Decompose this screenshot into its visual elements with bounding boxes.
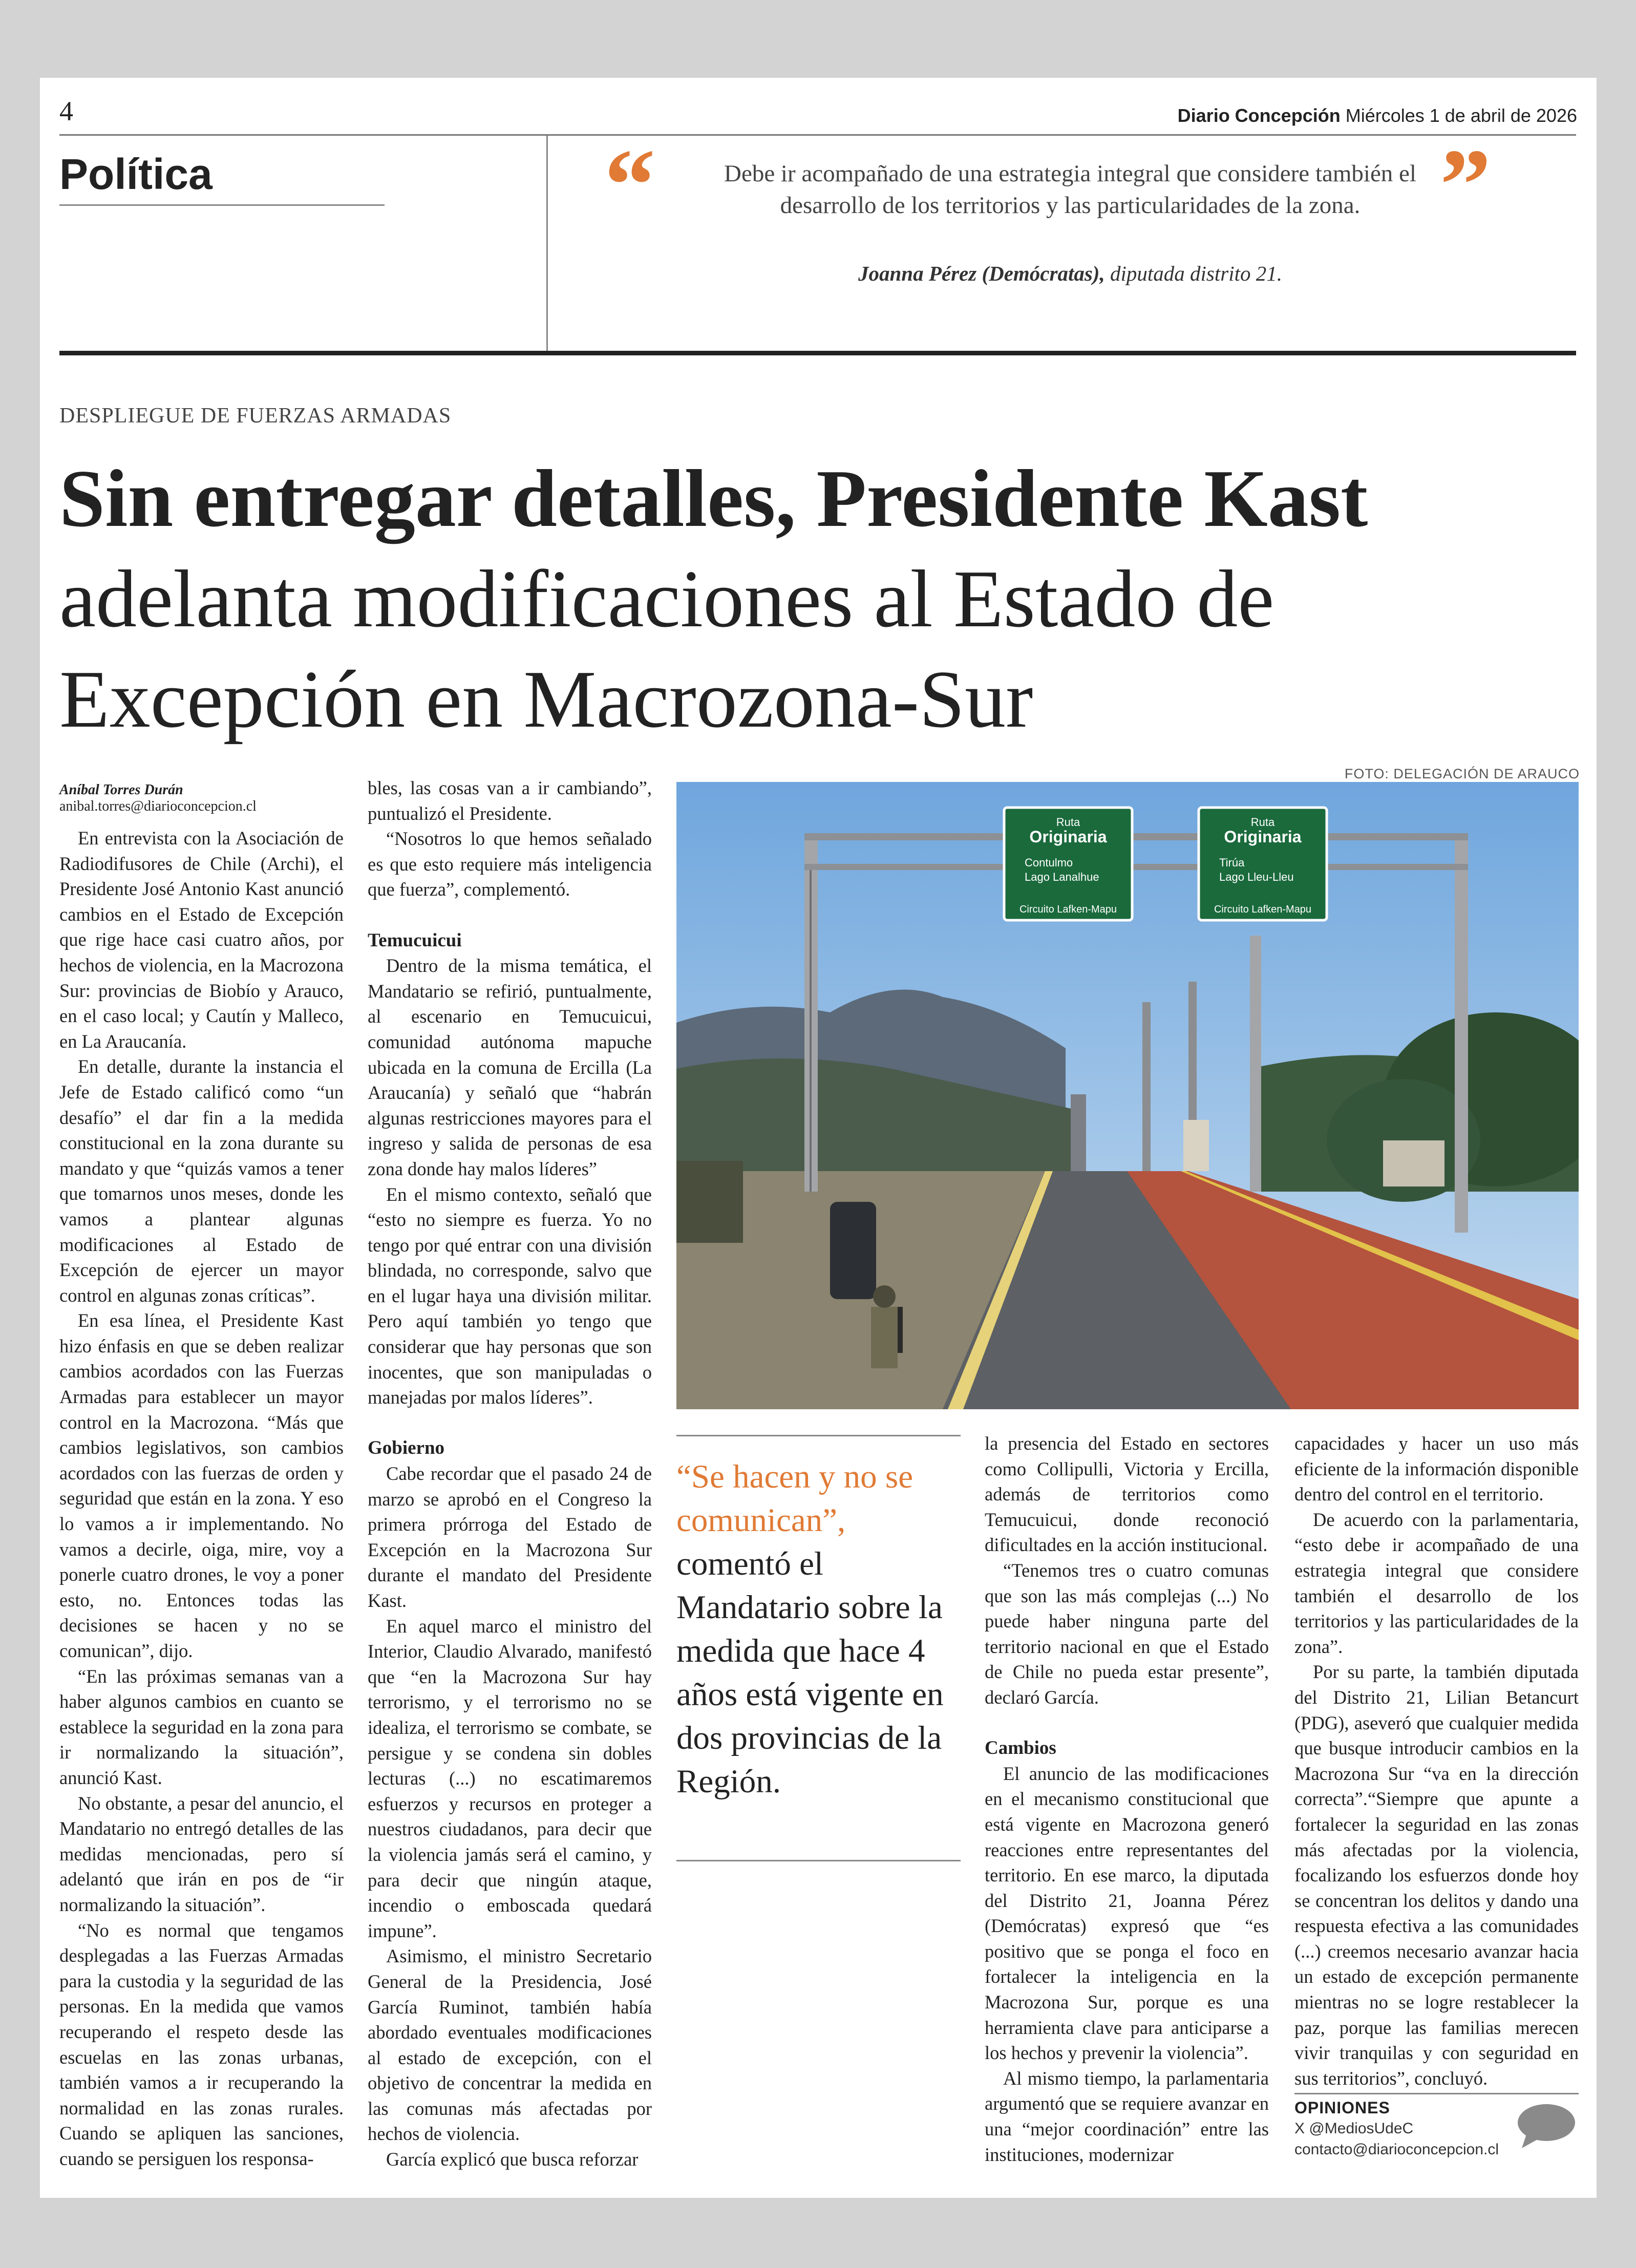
header-divider: [546, 136, 548, 351]
paragraph: Dentro de la misma temática, el Mandatario se refirió, puntualmente, al escenario en Temucuicui, comunidad autónoma mapuche ubicada en la comuna de Ercilla (La Araucanía) y señaló que “habrán algunas restricciones mayores para el ingreso y salida de personas de esa zona donde hay malos líderes”: [368, 955, 652, 1179]
sign-right-footer: Circuito Lafken-Mapu: [1214, 904, 1312, 915]
sign-left-title2: Originaria: [1029, 828, 1107, 846]
pull-quote-rule-top: [676, 1435, 961, 1436]
road-sign-right: [1199, 808, 1327, 920]
paragraph: En esa línea, el Presidente Kast hizo énfasis en que se deben realizar cambios acordados con las Fuerzas Armadas para establecer un mayor control en la Macrozona. “Más que cambios legislativos, son cambios acordados con las fuerzas de orden y seguridad que están en la zona. Y eso lo vamos a ir implementando. No vamos a decirle, oiga, mire, voy a ponerle cuatro drones, le voy a poner esto, no. Entonces todas las decisiones se hacen y no se comunican”, dijo.: [59, 1310, 344, 1661]
paragraph: En detalle, durante la instancia el Jefe de Estado calificó como “un desafío” el dar fin a la medida constitucional en la zona durante su mandato y que “quizás vamos a tener que tomarnos unos meses, donde les vamos a plantear algunas modificaciones al Estado de Excepción de ejercer un mayor control en algunas zonas críticas”.: [59, 1056, 344, 1306]
header-quote: Debe ir acompañado de una estrategia integral que considere también el desarrollo de los territorios y las particularidades de la zona.: [724, 160, 1416, 219]
paragraph: “No es normal que tengamos desplegadas a las Fuerzas Armadas para la custodia y la seguridad de las personas. En la medida que vamos recuperando el respeto desde las escuelas en las zonas urbanas, también vamos a ir recuperando la normalidad en las zonas rurales. Cuando se apliquen las sanciones, cuando se persiguen los responsa-: [59, 1919, 344, 2169]
column-4: [985, 1431, 1269, 2167]
byline: [59, 782, 257, 815]
paragraph: “Nosotros lo que hemos señalado es que esto requiere más inteligencia que fuerza”, complementó.: [368, 828, 652, 900]
opinions-rule: [1294, 2093, 1579, 2094]
page-number: 4: [59, 96, 73, 126]
sign-left-footer: Circuito Lafken-Mapu: [1019, 904, 1117, 915]
header-heavy-rule: [59, 351, 1576, 355]
sign-left-line2: Lago Lanalhue: [1025, 871, 1099, 883]
author-email: anibal.torres@diarioconcepcion.cl: [59, 798, 257, 814]
quote-attribution: [709, 261, 1431, 286]
column-2: [368, 775, 652, 2172]
paragraph: bles, las cosas van a ir cambiando”, puntualizó el Presidente.: [368, 777, 652, 824]
sign-right-title1: Ruta: [1250, 816, 1275, 829]
pull-quote-text: comentó el Mandatario sobre la medida que hace 4 años está vigente en dos provincias de la Región.: [676, 1545, 944, 1800]
chat-bubble-icon: [1516, 2102, 1577, 2152]
paragraph: El anuncio de las modificaciones en el mecanismo constitucional que está vigente en Macrozona generó reacciones entre representantes del territorio. En ese marco, la diputada del Distrito 21, Joanna Pérez (Demócratas) expresó que “es positivo que se ponga el foco en fortalecer la inteligencia en la Macrozona Sur, porque es una herramienta clave para anticiparse a los hechos y prevenir la violencia”.: [985, 1763, 1269, 2064]
subheading-cambios: Cambios: [985, 1737, 1056, 1759]
pull-quote-highlight: “Se hacen y no se comunican”,: [676, 1458, 913, 1539]
article-headline: [59, 448, 1585, 749]
section-title: Política: [59, 150, 213, 198]
quote-author: Joanna Pérez (Demócratas),: [858, 262, 1105, 285]
paragraph: García explicó que busca reforzar: [386, 2149, 639, 2170]
column-5: [1294, 1431, 1579, 2091]
column-1: [59, 825, 344, 2171]
paragraph: No obstante, a pesar del anuncio, el Mandatario no entregó detalles de las medidas mencionadas, pero sí adelantó que irán en pos de “ir normalizando la situación”.: [59, 1792, 344, 1915]
article-kicker: DESPLIEGUE DE FUERZAS ARMADAS: [59, 404, 452, 428]
pull-quote: [676, 1455, 961, 1804]
close-quote-icon: ”: [1440, 129, 1491, 242]
road-scene-illustration: [676, 782, 1579, 1409]
sign-right-line2: Lago Lleu-Lleu: [1219, 871, 1294, 883]
paragraph: la presencia del Estado en sectores como Collipulli, Victoria y Ercilla, además de territorios como Temucuicui, donde reconoció dificultades en la acción institucional.: [985, 1433, 1269, 1556]
open-quote-icon: “: [604, 129, 655, 242]
paragraph: De acuerdo con la parlamentaria, “esto debe ir acompañado de una estrategia integral que considere también el desarrollo de los territorios y las particularidades de la zona”.: [1294, 1509, 1579, 1657]
photo-credit: FOTO: DELEGACIÓN DE ARAUCO: [1344, 766, 1580, 781]
opinions-title: OPINIONES: [1294, 2099, 1390, 2117]
section-rule: [59, 204, 385, 206]
subheading-temucuicui: Temucuicui: [368, 929, 462, 951]
sign-left-line1: Contulmo: [1025, 856, 1073, 869]
top-rule: [59, 134, 1576, 136]
sign-left-title1: Ruta: [1056, 816, 1080, 829]
subheading-gobierno: Gobierno: [368, 1437, 445, 1459]
pull-quote-rule-bottom: [676, 1860, 961, 1861]
paragraph: En aquel marco el ministro del Interior, Claudio Alvarado, manifestó que “en la Macrozona Sur hay terrorismo, y el terrorismo no se idealiza, el terrorismo se combate, se persigue y se condena sin dobles lecturas (...) no escatimaremos esfuerzos y recursos en proteger a nuestros ciudadanos, para decir que la violencia jamás será el camino, y para decir que ningún ataque, incendio o emboscada quedará impune”.: [368, 1615, 652, 1941]
paragraph: Cabe recordar que el pasado 24 de marzo se aprobó en el Congreso la primera prórroga del Estado de Excepción en la Macrozona Sur durante el mandato del Presidente Kast.: [368, 1463, 652, 1611]
paragraph: Por su parte, la también diputada del Distrito 21, Lilian Betancurt (PDG), aseveró que cualquier medida que busque introducir cambios en la Macrozona Sur “va en la dirección correcta”.“Siempre que apunte a fortalecer la seguridad en las zonas más afectadas por la violencia, focalizando los esfuerzos donde hoy se concentran los delitos y dando una respuesta efectiva a las comunidades (...) creemos necesario avanzar hacia un estado de excepción permanente mientras no se logre restablecer la paz, porque las familias merecen vivir tranquilas y con seguridad en sus territorios”, concluyó.: [1294, 1661, 1579, 2089]
road-sign-left: [1004, 808, 1132, 920]
opinions-twitter[interactable]: X @MediosUdeC: [1294, 2120, 1414, 2137]
paragraph: “Tenemos tres o cuatro comunas que son las más complejas (...) No puede haber ninguna parte del territorio nacional en que el Estado de Chile no pueda estar presente”, declaró García.: [985, 1559, 1269, 1708]
headline-bold: Sin entregar detalles, Presidente Kast: [59, 453, 1368, 544]
paragraph: “En las próximas semanas van a haber algunos cambios en cuanto se establece la seguridad en la zona para ir normalizando la situación”, anunció Kast.: [59, 1665, 344, 1788]
paragraph: En el mismo contexto, señaló que “esto no siempre es fuerza. Yo no tengo por qué entrar con una división blindada, no corresponde, salvo que en el lugar haya una división militar. Pero aquí también yo tengo que considerar que hay personas que son inocentes, que son manipuladas o manejadas por malos líderes”.: [368, 1183, 652, 1408]
author-name: Aníbal Torres Durán: [59, 782, 183, 798]
article-photo: [676, 782, 1579, 1409]
opinions-email[interactable]: contacto@diarioconcepcion.cl: [1294, 2141, 1499, 2158]
paragraph: Al mismo tiempo, la parlamentaria argumentó que se requiere avanzar en una “mejor coordinación” entre las instituciones, modernizar: [985, 2067, 1269, 2165]
publication-name: Diario Concepción: [1177, 105, 1341, 126]
quote-role: diputada distrito 21.: [1110, 262, 1282, 285]
sign-right-line1: Tirúa: [1219, 856, 1245, 869]
headline-regular: adelanta modificaciones al Estado de Excepción en Macrozona-Sur: [59, 553, 1274, 745]
issue-date: Miércoles 1 de abril de 2026: [1345, 105, 1577, 126]
masthead: [1178, 105, 1577, 126]
paragraph: En entrevista con la Asociación de Radiodifusores de Chile (Archi), el Presidente José Antonio Kast anunció cambios en el Estado de Excepción que rige hace casi cuatro años, por hechos de violencia, en la Macrozona Sur: provincias de Biobío y Arauco, en el caso local; y Cautín y Malleco, en La Araucanía.: [59, 828, 344, 1052]
paragraph: capacidades y hacer un uso más eficiente de la información disponible dentro del control en el territorio.: [1294, 1433, 1579, 1505]
paragraph: Asimismo, el ministro Secretario General de la Presidencia, José García Ruminot, también había abordado eventuales modificaciones al estado de excepción, con el objetivo de concentrar la medida en las comunas más afectadas por hechos de violencia.: [368, 1945, 652, 2145]
sign-right-title2: Originaria: [1224, 828, 1302, 846]
